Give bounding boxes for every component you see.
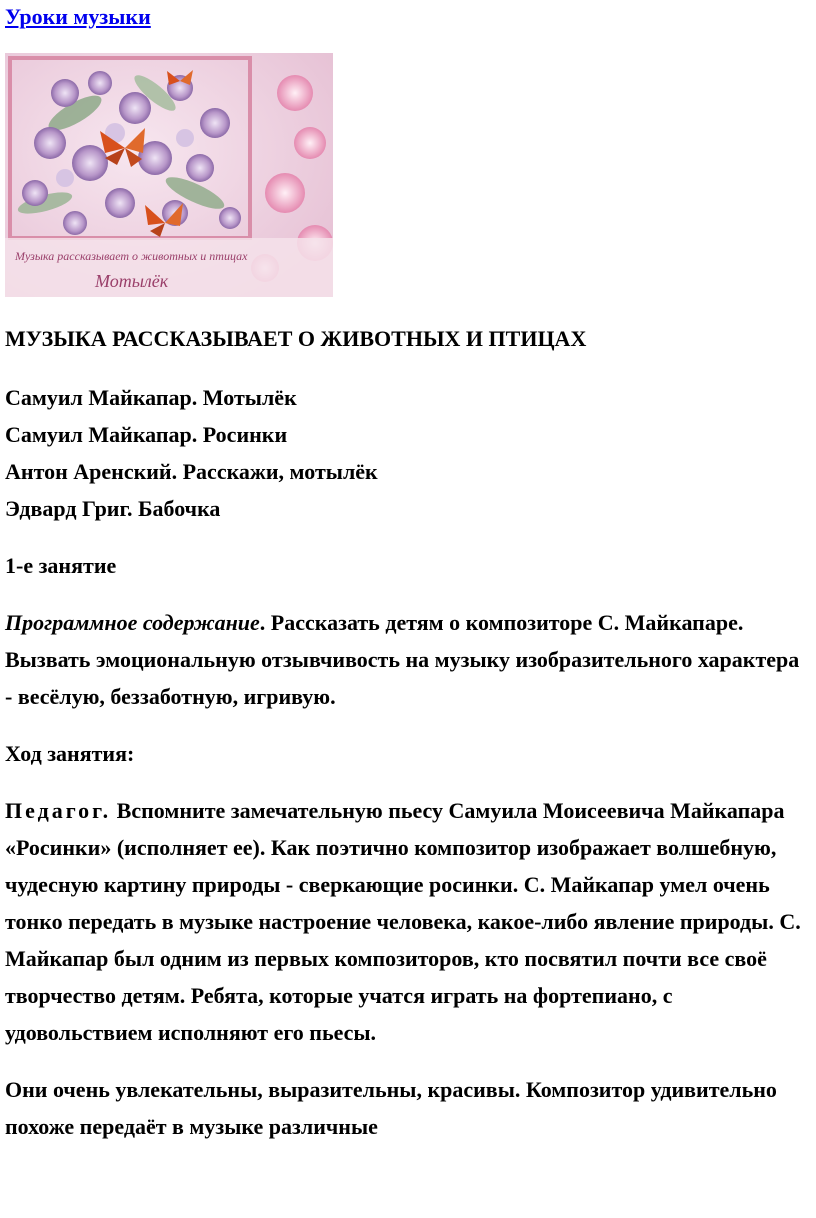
list-item: Самуил Майкапар. Росинки (5, 422, 288, 447)
list-item: Антон Аренский. Расскажи, мотылёк (5, 459, 378, 484)
piece-list (5, 379, 811, 527)
list-item: Эдвард Григ. Бабочка (5, 496, 221, 521)
lessons-link[interactable]: Уроки музыки (5, 4, 151, 29)
teacher-label: Педагог. (5, 798, 112, 823)
course-label: Ход занятия: (5, 741, 135, 766)
teacher-text: Вспомните замечательную пьесу Самуила Моисеевича Майкапара «Росинки» (исполняет ее). Как поэтично композитор изображает волшебную, чудесную картину природы - сверкающие росинки. С. Майкапар умел очень тонко передать в музыке настроение человека, какое-либо явление природы. С. Майкапар был одним из первых композиторов, кто посвятил почти все своё творчество детям. Ребята, которые учатся играть на фортепиано, с удовольствием исполняют его пьесы. (5, 798, 801, 1045)
program-paragraph (5, 604, 811, 715)
illustration-art (5, 53, 333, 297)
illustration-caption-line2: Мотылёк (95, 271, 169, 291)
document-page (5, 0, 811, 1145)
list-item: Самуил Майкапар. Мотылёк (5, 385, 297, 410)
program-text: . Рассказать детям о композиторе С. Майкапаре. Вызвать эмоциональную отзывчивость на музыку изобразительного характера - весёлую, беззаботную, игривую. (5, 610, 800, 709)
lesson-label: 1-е занятие (5, 553, 117, 578)
butterfly-illustration (5, 53, 333, 297)
teacher-paragraph (5, 792, 811, 1051)
article-heading: МУЗЫКА РАССКАЗЫВАЕТ О ЖИВОТНЫХ И ПТИЦАХ (5, 326, 587, 351)
closing-paragraph: Они очень увлекательны, выразительны, красивы. Композитор удивительно похоже передаёт в музыке различные (5, 1077, 777, 1139)
program-lead: Программное содержание (5, 610, 260, 635)
illustration-caption-line1: Музыка рассказывает о животных и птицах (15, 249, 248, 263)
